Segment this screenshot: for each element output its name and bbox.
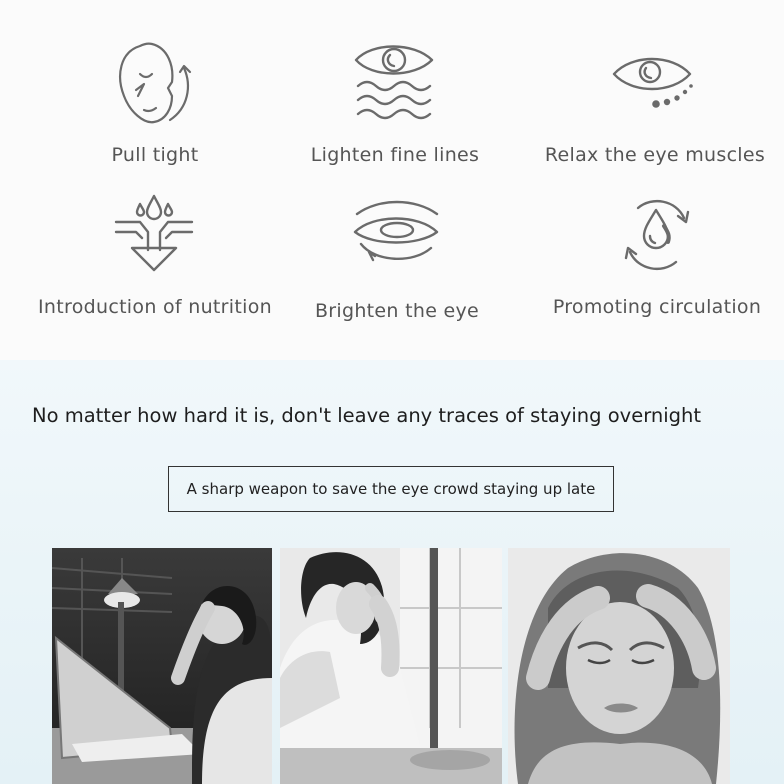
feature-label: Relax the eye muscles <box>544 144 766 166</box>
eye-dots-icon <box>610 38 700 134</box>
feature-label: Promoting circulation <box>552 296 762 318</box>
headline: No matter how hard it is, don't leave any traces of staying overnight <box>32 404 702 427</box>
bright-eye-icon <box>349 196 445 280</box>
feature-label: Pull tight <box>111 144 199 166</box>
feature-label: Lighten fine lines <box>310 144 480 166</box>
tagline-box: A sharp weapon to save the eye crowd staying up late <box>168 466 614 512</box>
woman-rubbing-eyes-photo <box>280 548 502 784</box>
feature-introduction-of-nutrition <box>25 192 285 318</box>
drop-cycle-icon <box>612 192 702 280</box>
feature-relax-eye-muscles <box>525 38 784 166</box>
stressed-woman-holding-head-photo <box>508 548 730 784</box>
feature-label: Introduction of nutrition <box>38 296 272 318</box>
eye-wave-icon <box>350 38 440 134</box>
feature-label: Brighten the eye <box>314 300 480 322</box>
feature-promoting-circulation <box>527 192 784 318</box>
drops-arrow-icon <box>110 192 200 280</box>
tired-woman-at-laptop-photo <box>52 548 272 784</box>
feature-brighten-the-eye <box>267 196 527 322</box>
face-lift-icon <box>110 38 200 134</box>
feature-lighten-fine-lines <box>265 38 525 166</box>
feature-pull-tight <box>25 38 285 166</box>
